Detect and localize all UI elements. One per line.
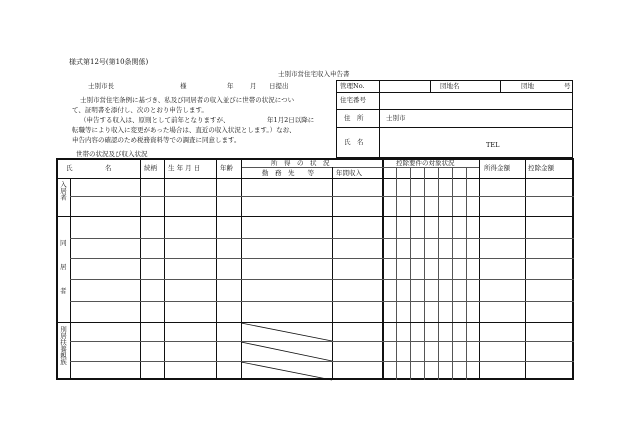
intro-line-1: 士別市営住宅条例に基づき、私及び同居者の収入並びに世帯の状況につい <box>80 96 295 104</box>
col-employer-header: 勤 務 先 等 <box>262 169 314 177</box>
col-birth-header: 生 年 月 日 <box>168 164 201 172</box>
col-age-header: 年齢 <box>220 164 233 172</box>
addressee: 士別市長 <box>88 82 114 90</box>
year-label: 年 <box>227 82 234 90</box>
intro-line-3b: 年1月2日以降に <box>267 116 315 124</box>
col-income-amount-header: 所得金額 <box>484 164 510 172</box>
table-section-title: 世帯の状況及び収入状況 <box>76 150 148 158</box>
name-label: 氏 名 <box>344 138 364 146</box>
col-deduction-amount-header: 控除金額 <box>528 164 554 172</box>
tel-label: TEL <box>486 141 500 149</box>
style-number: 様式第12号(第10条関係) <box>69 58 149 66</box>
intro-line-2: て、証明書を添付し、次のとおり申告します。 <box>72 106 208 114</box>
honorific: 様 <box>180 82 187 90</box>
intro-line-4: 転職等により収入に変更があった場合は、直近の収入状況とします。）なお、 <box>72 126 296 134</box>
form-title: 士別市営住宅収入申告書 <box>278 70 350 78</box>
row-cohabitant-label-1: 同 <box>60 239 67 247</box>
address-label: 住 所 <box>344 114 364 122</box>
intro-line-3: （申告する収入は、原則として前年となりますが、 <box>80 116 230 124</box>
kanri-no-label: 管理No. <box>340 82 365 90</box>
col-annual-income-header: 年間収入 <box>336 169 362 177</box>
col-deduction-group-header: 控除要件の対象状況 <box>396 159 455 167</box>
row-resident-label: 入居者 <box>59 181 67 201</box>
month-label: 月 <box>250 82 257 90</box>
go-label: 号 <box>564 82 571 90</box>
submit-day-label: 日提出 <box>269 82 289 90</box>
danchi-label: 団地 <box>521 82 534 90</box>
col-name-header: 氏 名 <box>66 164 112 172</box>
row-cohabitant-label-2: 居 <box>60 263 67 271</box>
danchi-name-label: 団地名 <box>440 82 460 90</box>
intro-line-5: 申告内容の確認のため税務資料等での調査に同意します。 <box>72 136 241 144</box>
row-dependents-label: 別居扶養親族 <box>59 326 67 365</box>
jutaku-no-label: 住宅番号 <box>340 96 366 104</box>
col-income-group-header: 所 得 の 状 況 <box>271 159 330 167</box>
row-cohabitant-label-3: 者 <box>60 287 67 295</box>
col-relation-header: 続柄 <box>144 164 157 172</box>
address-value: 士別市 <box>386 114 406 122</box>
